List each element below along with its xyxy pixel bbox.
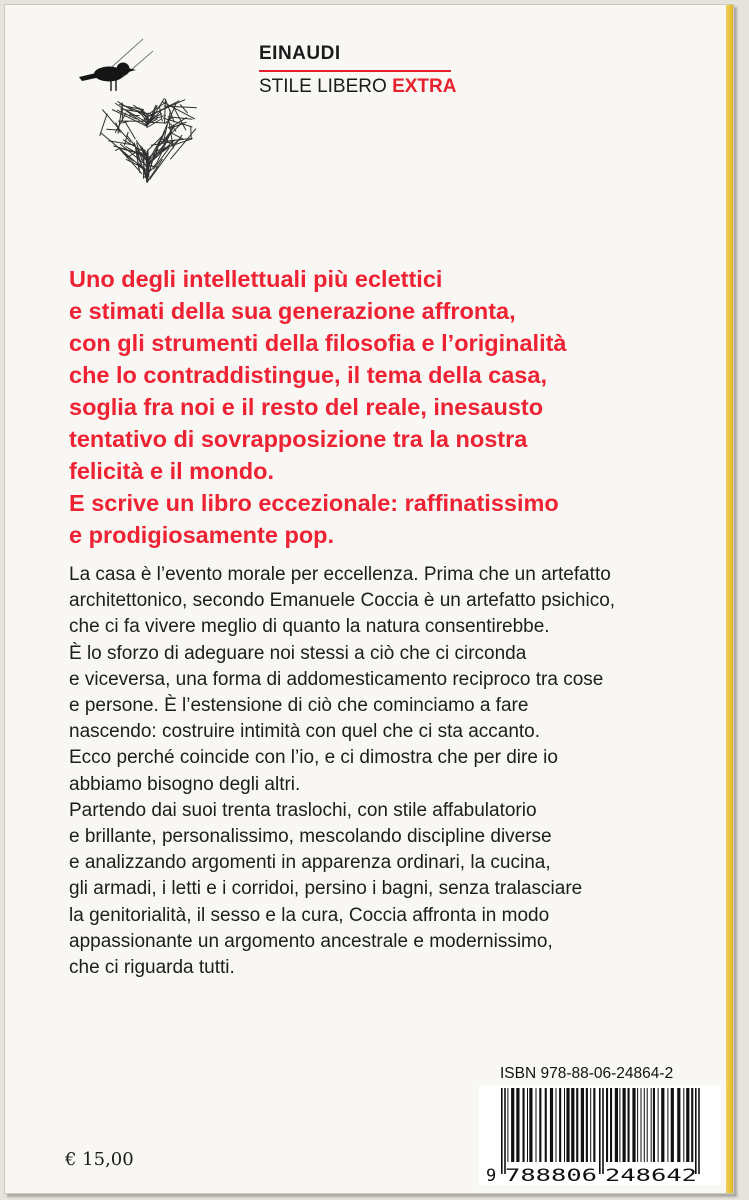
nest-twig xyxy=(125,121,136,139)
barcode-bar xyxy=(599,1088,601,1174)
description-line: Ecco perché coincide con l’io, e ci dimostra che per dire io xyxy=(69,747,558,769)
barcode xyxy=(479,1085,721,1185)
barcode-bar xyxy=(644,1088,645,1162)
blurb-line: Uno degli intellettuali più eclettici xyxy=(69,266,443,292)
barcode-bar xyxy=(647,1088,648,1162)
barcode-bar xyxy=(523,1088,525,1162)
barcode-bar xyxy=(504,1088,506,1174)
barcode-bar xyxy=(686,1088,689,1162)
description-line: abbiamo bisogno degli altri. xyxy=(69,773,301,795)
nest-twig xyxy=(134,142,147,178)
blurb-line: che lo contraddistingue, il tema della casa, xyxy=(69,362,547,388)
description-line: che ci riguarda tutti. xyxy=(69,957,235,979)
brand-divider xyxy=(259,70,451,72)
barcode-bar xyxy=(606,1088,608,1162)
barcode-bar xyxy=(632,1088,635,1162)
barcode-bar xyxy=(536,1088,537,1162)
barcode-bar xyxy=(576,1088,578,1162)
barcode-bar xyxy=(641,1088,642,1162)
barcode-bar xyxy=(593,1088,595,1162)
barcode-bar xyxy=(615,1088,618,1162)
barcode-bar xyxy=(507,1088,508,1162)
blurb-line: felicità e il mondo. xyxy=(69,458,275,484)
description-line: Partendo dai suoi trenta traslochi, con stile affabulatorio xyxy=(69,799,537,821)
barcode-bar xyxy=(527,1088,528,1162)
barcode-bar xyxy=(691,1088,693,1162)
description-line: appassionante un argomento ancestrale e modernissimo, xyxy=(69,930,553,952)
barcode-bar xyxy=(628,1088,630,1162)
publisher-name: EINAUDI xyxy=(259,43,341,64)
book-back-cover xyxy=(4,4,734,1194)
series-extra: EXTRA xyxy=(392,76,457,97)
description-line: e analizzando argomenti in apparenza ordinari, la cucina, xyxy=(69,852,551,874)
barcode-bar xyxy=(623,1088,626,1162)
bird-on-nest-icon xyxy=(65,11,230,236)
description-line: e viceversa, una forma di addomesticamento reciproco tra cose xyxy=(69,668,604,690)
blurb-line: soglia fra noi e il resto del reale, inesausto xyxy=(69,394,544,420)
barcode-bar xyxy=(516,1088,519,1162)
barcode-bar xyxy=(586,1088,588,1162)
nest-twig xyxy=(147,154,148,163)
barcode-bar xyxy=(529,1088,532,1162)
description-line: architettonico, secondo Emanuele Coccia è un artefatto psichico, xyxy=(69,590,616,612)
barcode-bar xyxy=(698,1088,700,1174)
barcode-bar xyxy=(619,1088,620,1162)
barcode-bar xyxy=(658,1088,659,1162)
barcode-bar xyxy=(651,1088,652,1162)
description-text xyxy=(69,562,709,981)
barcode-bar xyxy=(667,1088,668,1162)
barcode-bar xyxy=(545,1088,547,1162)
description-line: e persone. È l’estensione di ciò che cominciamo a fare xyxy=(69,695,529,717)
description-line: che ci fa vivere meglio di quanto la natura consentirebbe. xyxy=(69,616,550,638)
barcode-bar xyxy=(677,1088,680,1162)
barcode-bar xyxy=(590,1088,591,1162)
barcode-bar xyxy=(695,1088,697,1174)
nest-twig xyxy=(100,113,108,135)
barcode-bar xyxy=(581,1088,584,1162)
blurb-line: e prodigiosamente pop. xyxy=(69,522,335,548)
barcode-bar xyxy=(671,1088,674,1162)
spine-edge xyxy=(726,5,733,1193)
barcode-bar xyxy=(550,1088,553,1162)
nest-twig xyxy=(118,104,122,133)
nest-twig xyxy=(191,127,192,140)
blurb-text xyxy=(69,263,699,551)
barcode-left-digits: 788806 xyxy=(505,1166,597,1185)
barcode-right-digits: 248642 xyxy=(605,1166,697,1185)
blurb-line: e stimati della sua generazione affronta, xyxy=(69,298,516,324)
series-name xyxy=(259,76,456,98)
blurb-line: tentativo di sovrapposizione tra la nostra xyxy=(69,426,528,452)
description-line: e brillante, personalissimo, mescolando discipline diverse xyxy=(69,826,552,848)
barcode-bar xyxy=(602,1088,604,1174)
series-prefix: STILE LIBERO xyxy=(259,76,387,97)
barcode-bar xyxy=(661,1088,664,1162)
price: € 15,00 xyxy=(65,1149,134,1170)
barcode-bar xyxy=(539,1088,541,1162)
barcode-bar xyxy=(683,1088,684,1162)
description-line: nascendo: costruire intimità con quel che ci sta accanto. xyxy=(69,721,541,743)
barcode-bar xyxy=(501,1088,503,1174)
barcode-bar xyxy=(511,1088,514,1162)
description-line: La casa è l’evento morale per eccellenza. Prima che un artefatto xyxy=(69,564,611,585)
barcode-bar xyxy=(564,1088,565,1162)
barcode-bar xyxy=(571,1088,574,1162)
barcode-bar xyxy=(610,1088,612,1162)
description-line: la genitorialità, il sesso e la cura, Coccia affronta in modo xyxy=(69,904,550,926)
barcode-bar xyxy=(637,1088,638,1162)
barcode-lead-digit: 9 xyxy=(486,1166,497,1185)
blurb-line: E scrive un libro eccezionale: raffinatissimo xyxy=(69,490,559,516)
barcode-bar xyxy=(559,1088,561,1162)
barcode-bar xyxy=(566,1088,569,1162)
isbn-label: ISBN 978-88-06-24864-2 xyxy=(500,1065,674,1082)
barcode-bar xyxy=(653,1088,655,1162)
barcode-bar xyxy=(556,1088,557,1162)
description-line: gli armadi, i letti e i corridoi, persino i bagni, senza tralasciare xyxy=(69,878,583,900)
description-line: È lo sforzo di adeguare noi stessi a ciò che ci circonda xyxy=(69,642,527,664)
blurb-line: con gli strumenti della filosofia e l’originalità xyxy=(69,330,567,356)
